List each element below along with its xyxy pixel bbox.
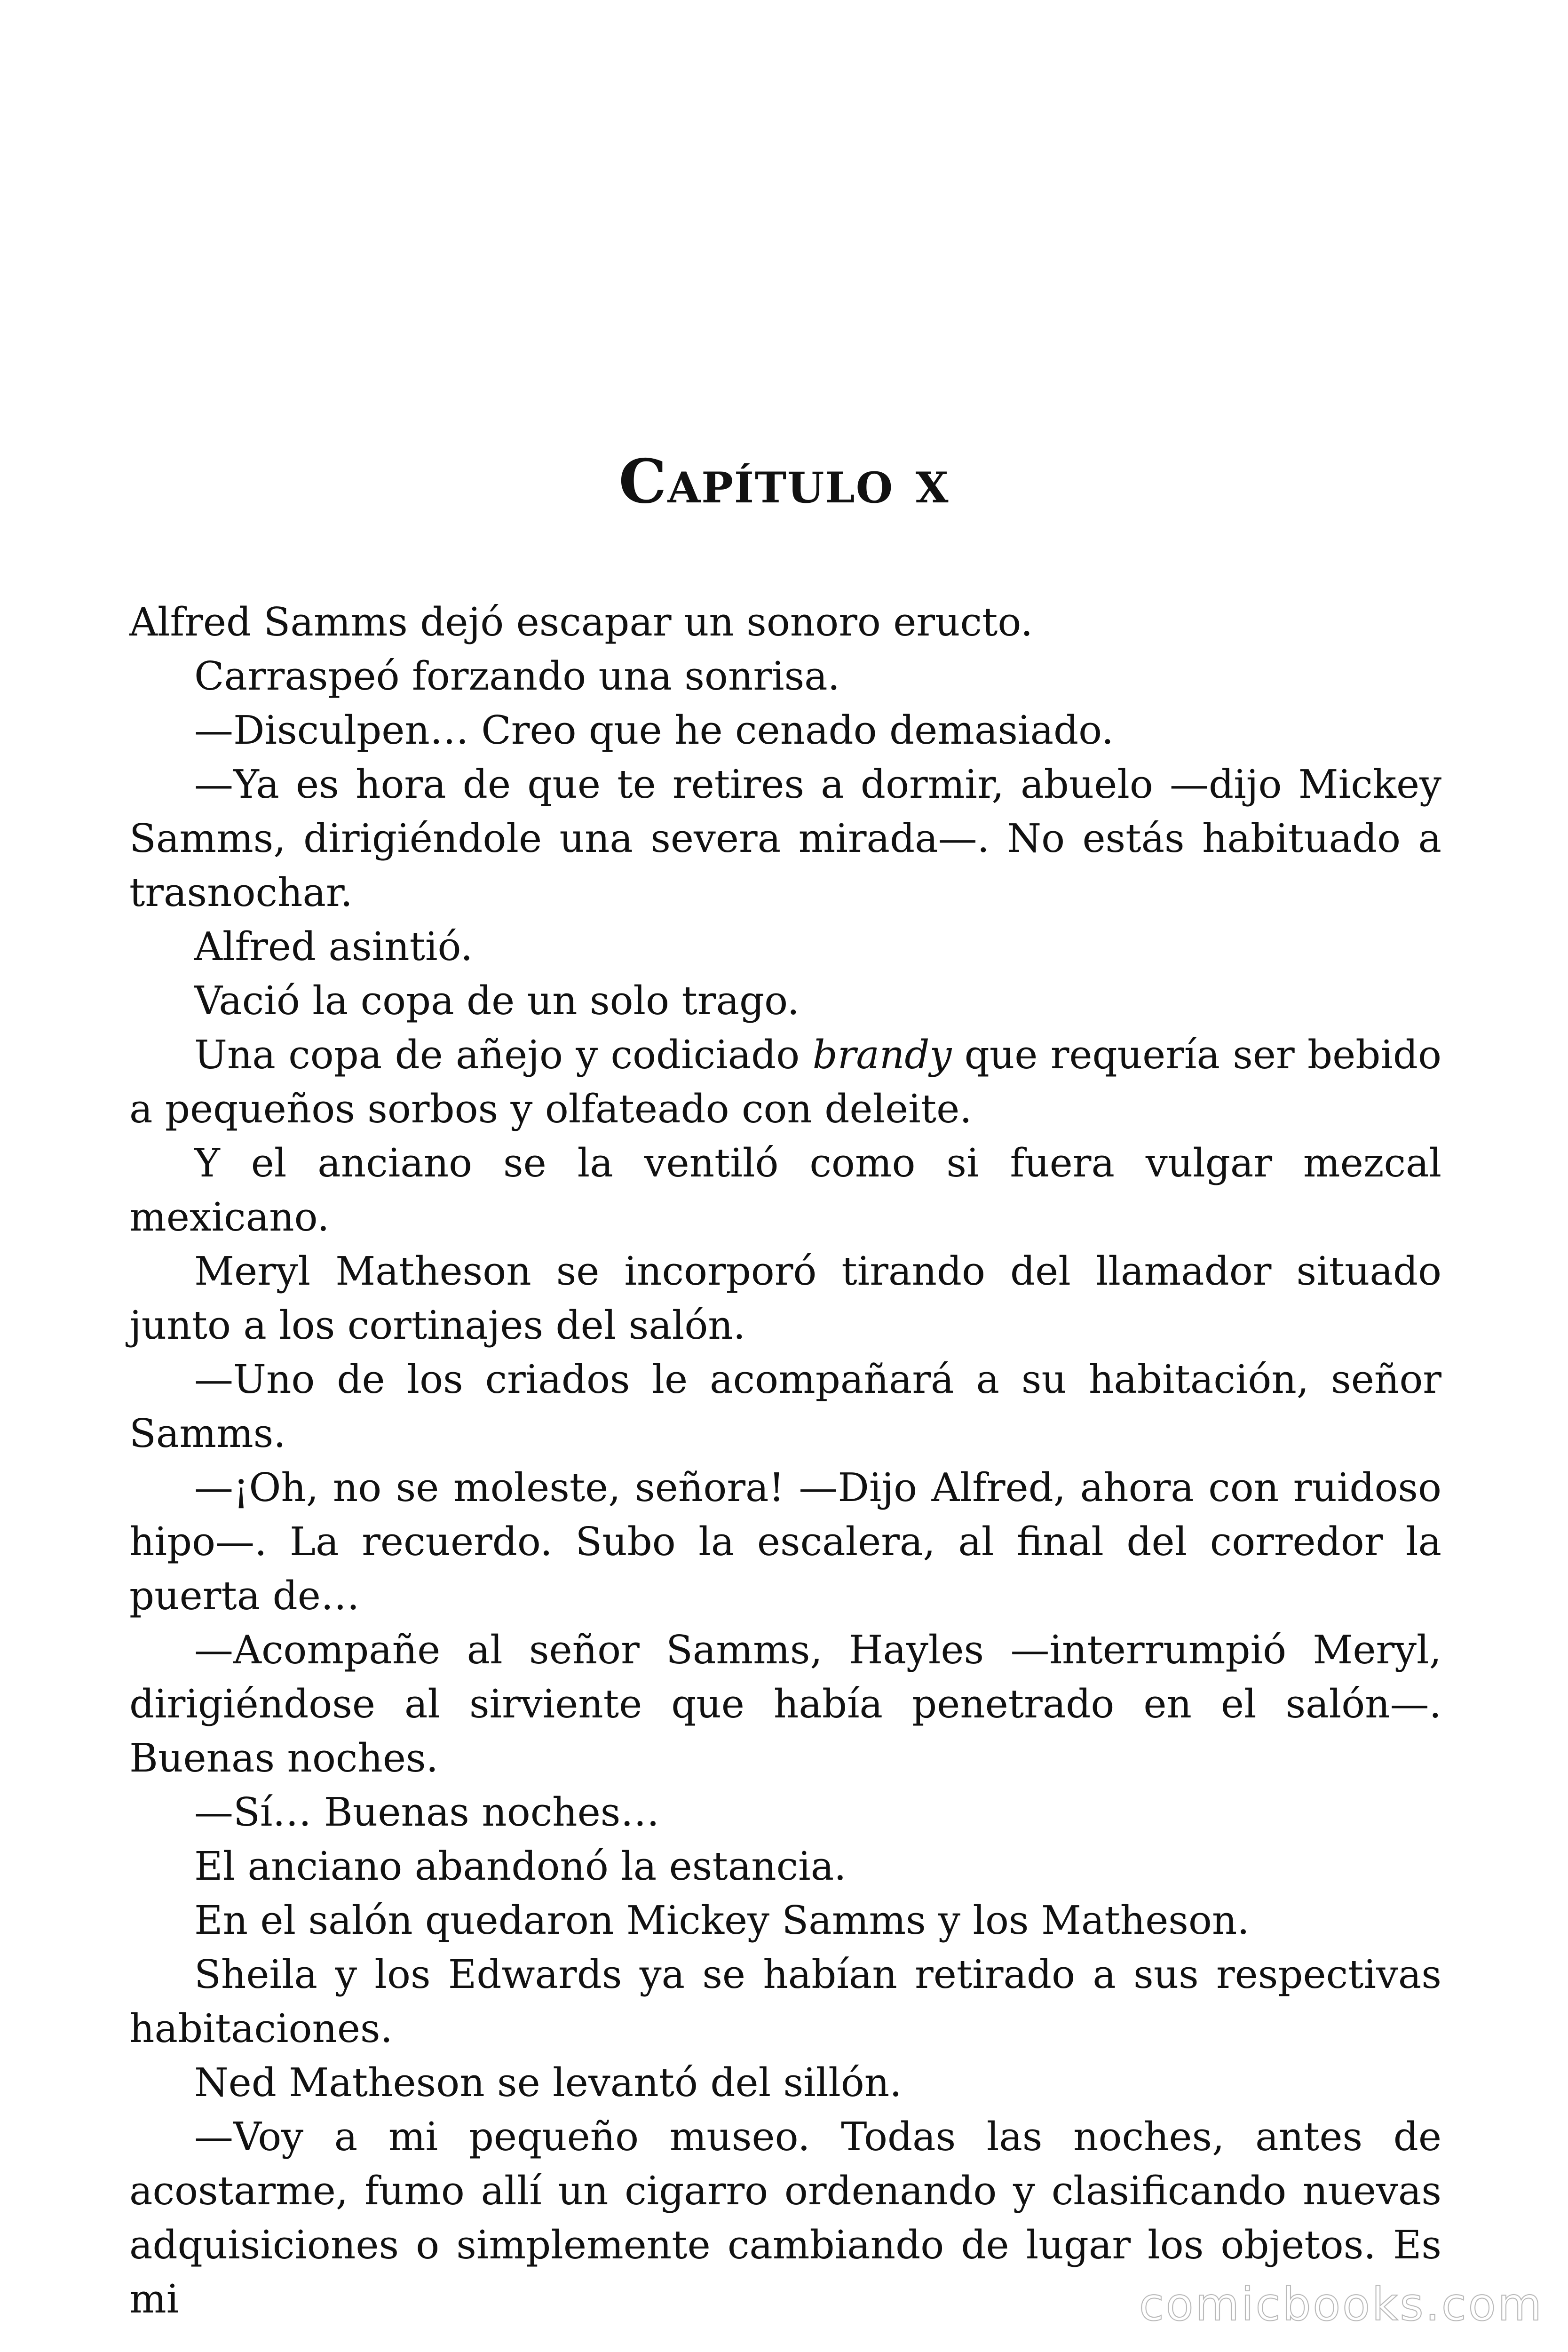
paragraph: Ned Matheson se levantó del sillón. — [194, 2060, 902, 2106]
paragraph: Alfred Samms dejó escapar un sonoro eructo. — [129, 599, 1033, 645]
paragraph: —Uno de los criados le acompañará a su habitación, señor Samms. — [129, 1357, 1441, 1456]
paragraph — [129, 1028, 1441, 1136]
paragraph: Vació la copa de un solo trago. — [194, 978, 800, 1024]
paragraph: Alfred asintió. — [194, 924, 473, 969]
paragraph: En el salón quedaron Mickey Samms y los Matheson. — [194, 1898, 1250, 1943]
paragraph: —¡Oh, no se moleste, señora! —Dijo Alfred, ahora con ruidoso hipo—. La recuerdo. Subo la escalera, al final del corredor la puerta de… — [129, 1465, 1441, 1619]
paragraph: Carraspeó forzando una sonrisa. — [194, 653, 840, 699]
chapter-title-text: Capítulo x — [618, 446, 950, 517]
paragraph: Y el anciano se la ventiló como si fuera vulgar mezcal mexicano. — [129, 1140, 1441, 1240]
paragraph: —Ya es hora de que te retires a dormir, abuelo —dijo Mickey Samms, dirigiéndole una severa mirada—. No estás habituado a trasnochar. — [129, 762, 1441, 915]
watermark: comicbooks.com — [1139, 2278, 1544, 2331]
paragraph: Meryl Matheson se incorporó tirando del llamador situado junto a los cortinajes del salón. — [129, 1248, 1441, 1348]
paragraph: —Acompañe al señor Samms, Hayles —interrumpió Meryl, dirigiéndose al sirviente que había penetrado en el salón—. Buenas noches. — [129, 1627, 1441, 1781]
paragraph-text: Una copa de añejo y codiciado — [194, 1032, 813, 1078]
paragraph: —Sí… Buenas noches… — [194, 1789, 660, 1835]
paragraph: —Voy a mi pequeño museo. Todas las noches, antes de acostarme, fumo allí un cigarro ordenando y clasificando nuevas adquisiciones o simplemente cambiando de lugar los objetos. Es mi — [129, 2114, 1441, 2322]
italic-term: brandy — [812, 1032, 952, 1078]
chapter-body — [129, 595, 1441, 2326]
chapter-title — [0, 446, 1568, 517]
paragraph: —Disculpen… Creo que he cenado demasiado. — [194, 707, 1114, 753]
paragraph: Sheila y los Edwards ya se habían retirado a sus respectivas habitaciones. — [129, 1952, 1441, 2051]
paragraph-text: que requería ser bebido a pequeños sorbos y olfateado con deleite. — [129, 1032, 1441, 1132]
paragraph: El anciano abandonó la estancia. — [194, 1843, 847, 1889]
